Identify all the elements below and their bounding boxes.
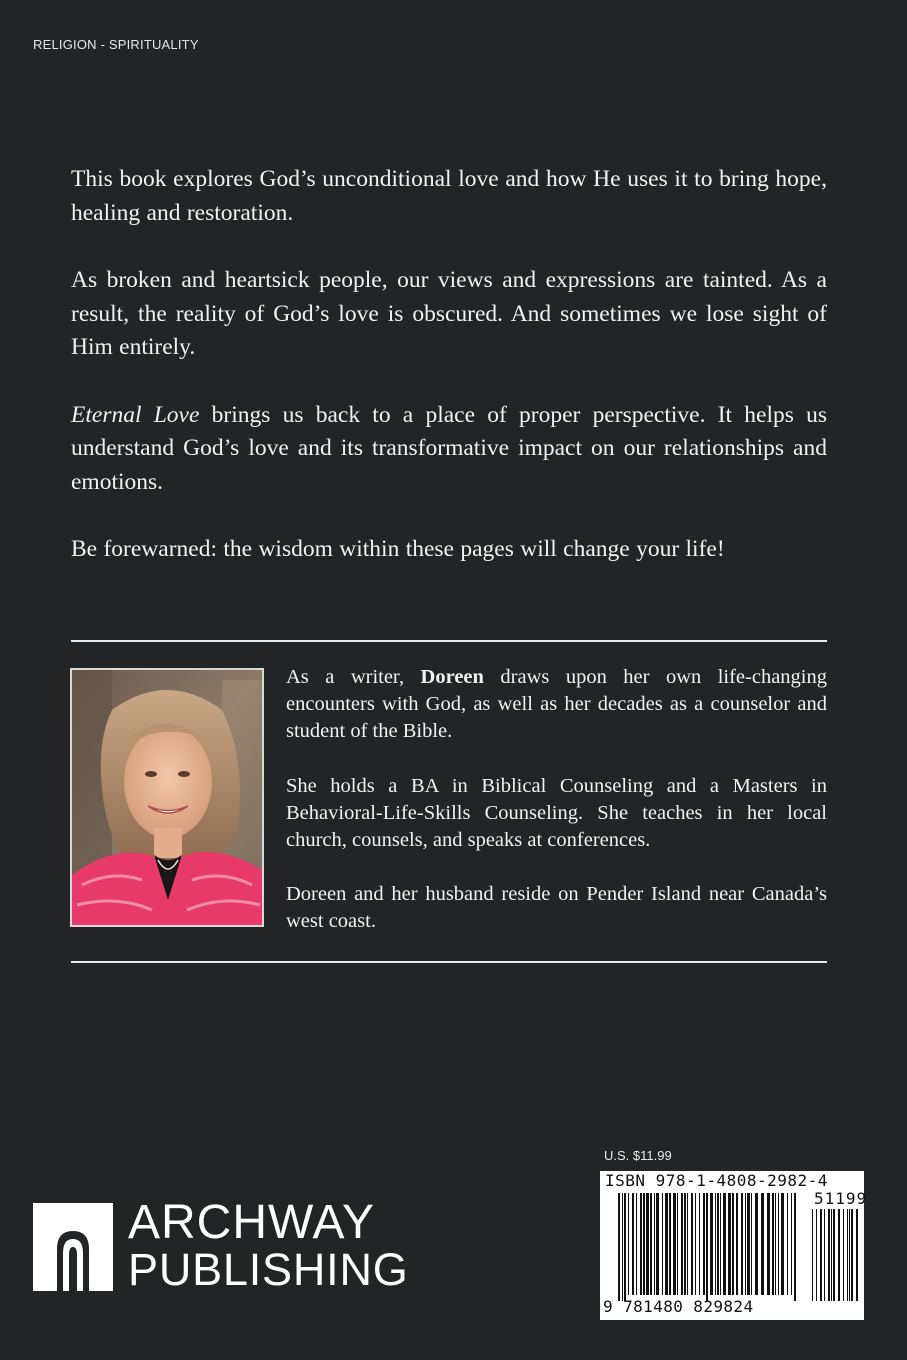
barcode-bar [747, 1193, 750, 1295]
barcode-bar [791, 1193, 792, 1295]
blurb-paragraph-3-text: brings us back to a place of proper perspective. It helps us understand God’s love and its transformative impact on our relationships and emotions. [71, 401, 827, 495]
barcode-bar [794, 1193, 796, 1301]
barcode-addon-bar [812, 1209, 813, 1301]
author-bio [286, 664, 827, 936]
barcode-bar [710, 1193, 713, 1295]
barcode-addon-bar [828, 1209, 830, 1301]
barcode-bar [715, 1193, 716, 1295]
barcode-addon-bar [843, 1209, 844, 1301]
barcode-bar [684, 1193, 686, 1295]
barcode-bar [723, 1193, 726, 1295]
barcode-bar [772, 1193, 774, 1295]
barcode-bar [745, 1193, 746, 1295]
book-title: Eternal Love [71, 401, 200, 428]
barcode-bar [656, 1193, 659, 1295]
isbn-barcode [600, 1171, 868, 1320]
barcode-addon-bar [851, 1209, 853, 1301]
barcode-addon-bar [820, 1209, 822, 1301]
divider-top [71, 640, 827, 642]
barcode-bar [628, 1193, 629, 1295]
barcode-bar [643, 1193, 645, 1295]
barcode-bar [775, 1193, 776, 1295]
barcode-addon-bar [831, 1209, 832, 1301]
barcode-bar [732, 1193, 734, 1295]
author-name: Doreen [420, 666, 484, 688]
barcode-bar [778, 1193, 779, 1295]
barcode-bar [761, 1193, 764, 1295]
barcode-bar [687, 1193, 688, 1295]
publisher-name-line-2: PUBLISHING [128, 1244, 409, 1295]
barcode-bar [636, 1193, 637, 1295]
price-label: U.S. $11.99 [604, 1148, 672, 1163]
barcode-bar [717, 1193, 719, 1295]
barcode-bar [665, 1193, 668, 1295]
barcode-addon-bar [856, 1209, 858, 1301]
barcode-bar [677, 1193, 678, 1295]
barcode-addon-bar [816, 1209, 817, 1301]
bio-paragraph-3: Doreen and her husband reside on Pender Island near Canada’s west coast. [286, 883, 827, 933]
barcode-bar [755, 1193, 758, 1295]
ean-digits: 9 781480 829824 [603, 1297, 754, 1316]
blurb-paragraph-1: This book explores God’s unconditional love and how He uses it to bring hope, healing and restoration. [71, 166, 827, 226]
barcode-bar [622, 1193, 623, 1301]
publisher-name-line-1: ARCHWAY [128, 1196, 375, 1249]
blurb-paragraph-2: As broken and heartsick people, our views and expressions are tainted. As a result, the reality of God’s love is obscured. And sometimes we lose sight of Him entirely. [71, 267, 827, 360]
barcode-bar [767, 1193, 770, 1295]
barcode-addon-bar [833, 1209, 835, 1301]
barcode-bar [618, 1193, 620, 1301]
back-cover-blurb [71, 163, 827, 567]
barcode-bar [654, 1193, 655, 1295]
barcode-addon-bar [847, 1209, 848, 1301]
barcode-bar [720, 1193, 721, 1295]
barcode-bar [736, 1193, 738, 1295]
barcode-bar [681, 1193, 683, 1295]
barcode-bar [662, 1193, 663, 1295]
barcode-bar [640, 1193, 642, 1295]
barcode-bar [695, 1193, 696, 1295]
barcode-bar [703, 1193, 705, 1295]
publisher-logo [33, 1196, 433, 1295]
barcode-bar [624, 1193, 626, 1301]
price-code: 51199 [814, 1189, 868, 1208]
bio-paragraph-2: She holds a BA in Biblical Counseling and a Masters in Behavioral-Life-Skills Counseling. She teaches in her local church, counsels, and speaks at conferences. [286, 774, 827, 852]
barcode-bar [741, 1193, 743, 1295]
category-label: RELIGION - SPIRITUALITY [33, 37, 199, 52]
barcode-addon-bar [838, 1209, 840, 1301]
barcode-bar [646, 1193, 649, 1295]
bio-paragraph-1-intro: As a writer, [286, 666, 421, 688]
barcode-addon-bar [824, 1209, 825, 1301]
bio-paragraph-1-text: draws upon her own life-changing encounters with God, as well as her decades as a counselor and student of the Bible. [286, 666, 827, 743]
barcode-bar [728, 1193, 731, 1295]
bio-paragraph-1 [286, 664, 827, 746]
barcode-addon-bar [849, 1209, 850, 1301]
barcode-bar [751, 1193, 752, 1295]
author-photo [70, 668, 264, 927]
barcode-bar [699, 1193, 700, 1295]
barcode-bar [781, 1193, 784, 1295]
archway-arch-icon [33, 1203, 113, 1291]
blurb-paragraph-4: Be forewarned: the wisdom within these pages will change your life! [71, 536, 725, 562]
barcode-bar [632, 1193, 634, 1295]
barcode-bar [673, 1193, 676, 1295]
barcode-bar [691, 1193, 693, 1295]
blurb-paragraph-3 [71, 399, 827, 500]
divider-bottom [71, 961, 827, 963]
barcode-bar [650, 1193, 652, 1295]
barcode-bar [706, 1193, 708, 1301]
isbn-number: ISBN 978-1-4808-2982-4 [605, 1171, 828, 1190]
barcode-bar [669, 1193, 671, 1295]
barcode-bar [787, 1193, 788, 1295]
